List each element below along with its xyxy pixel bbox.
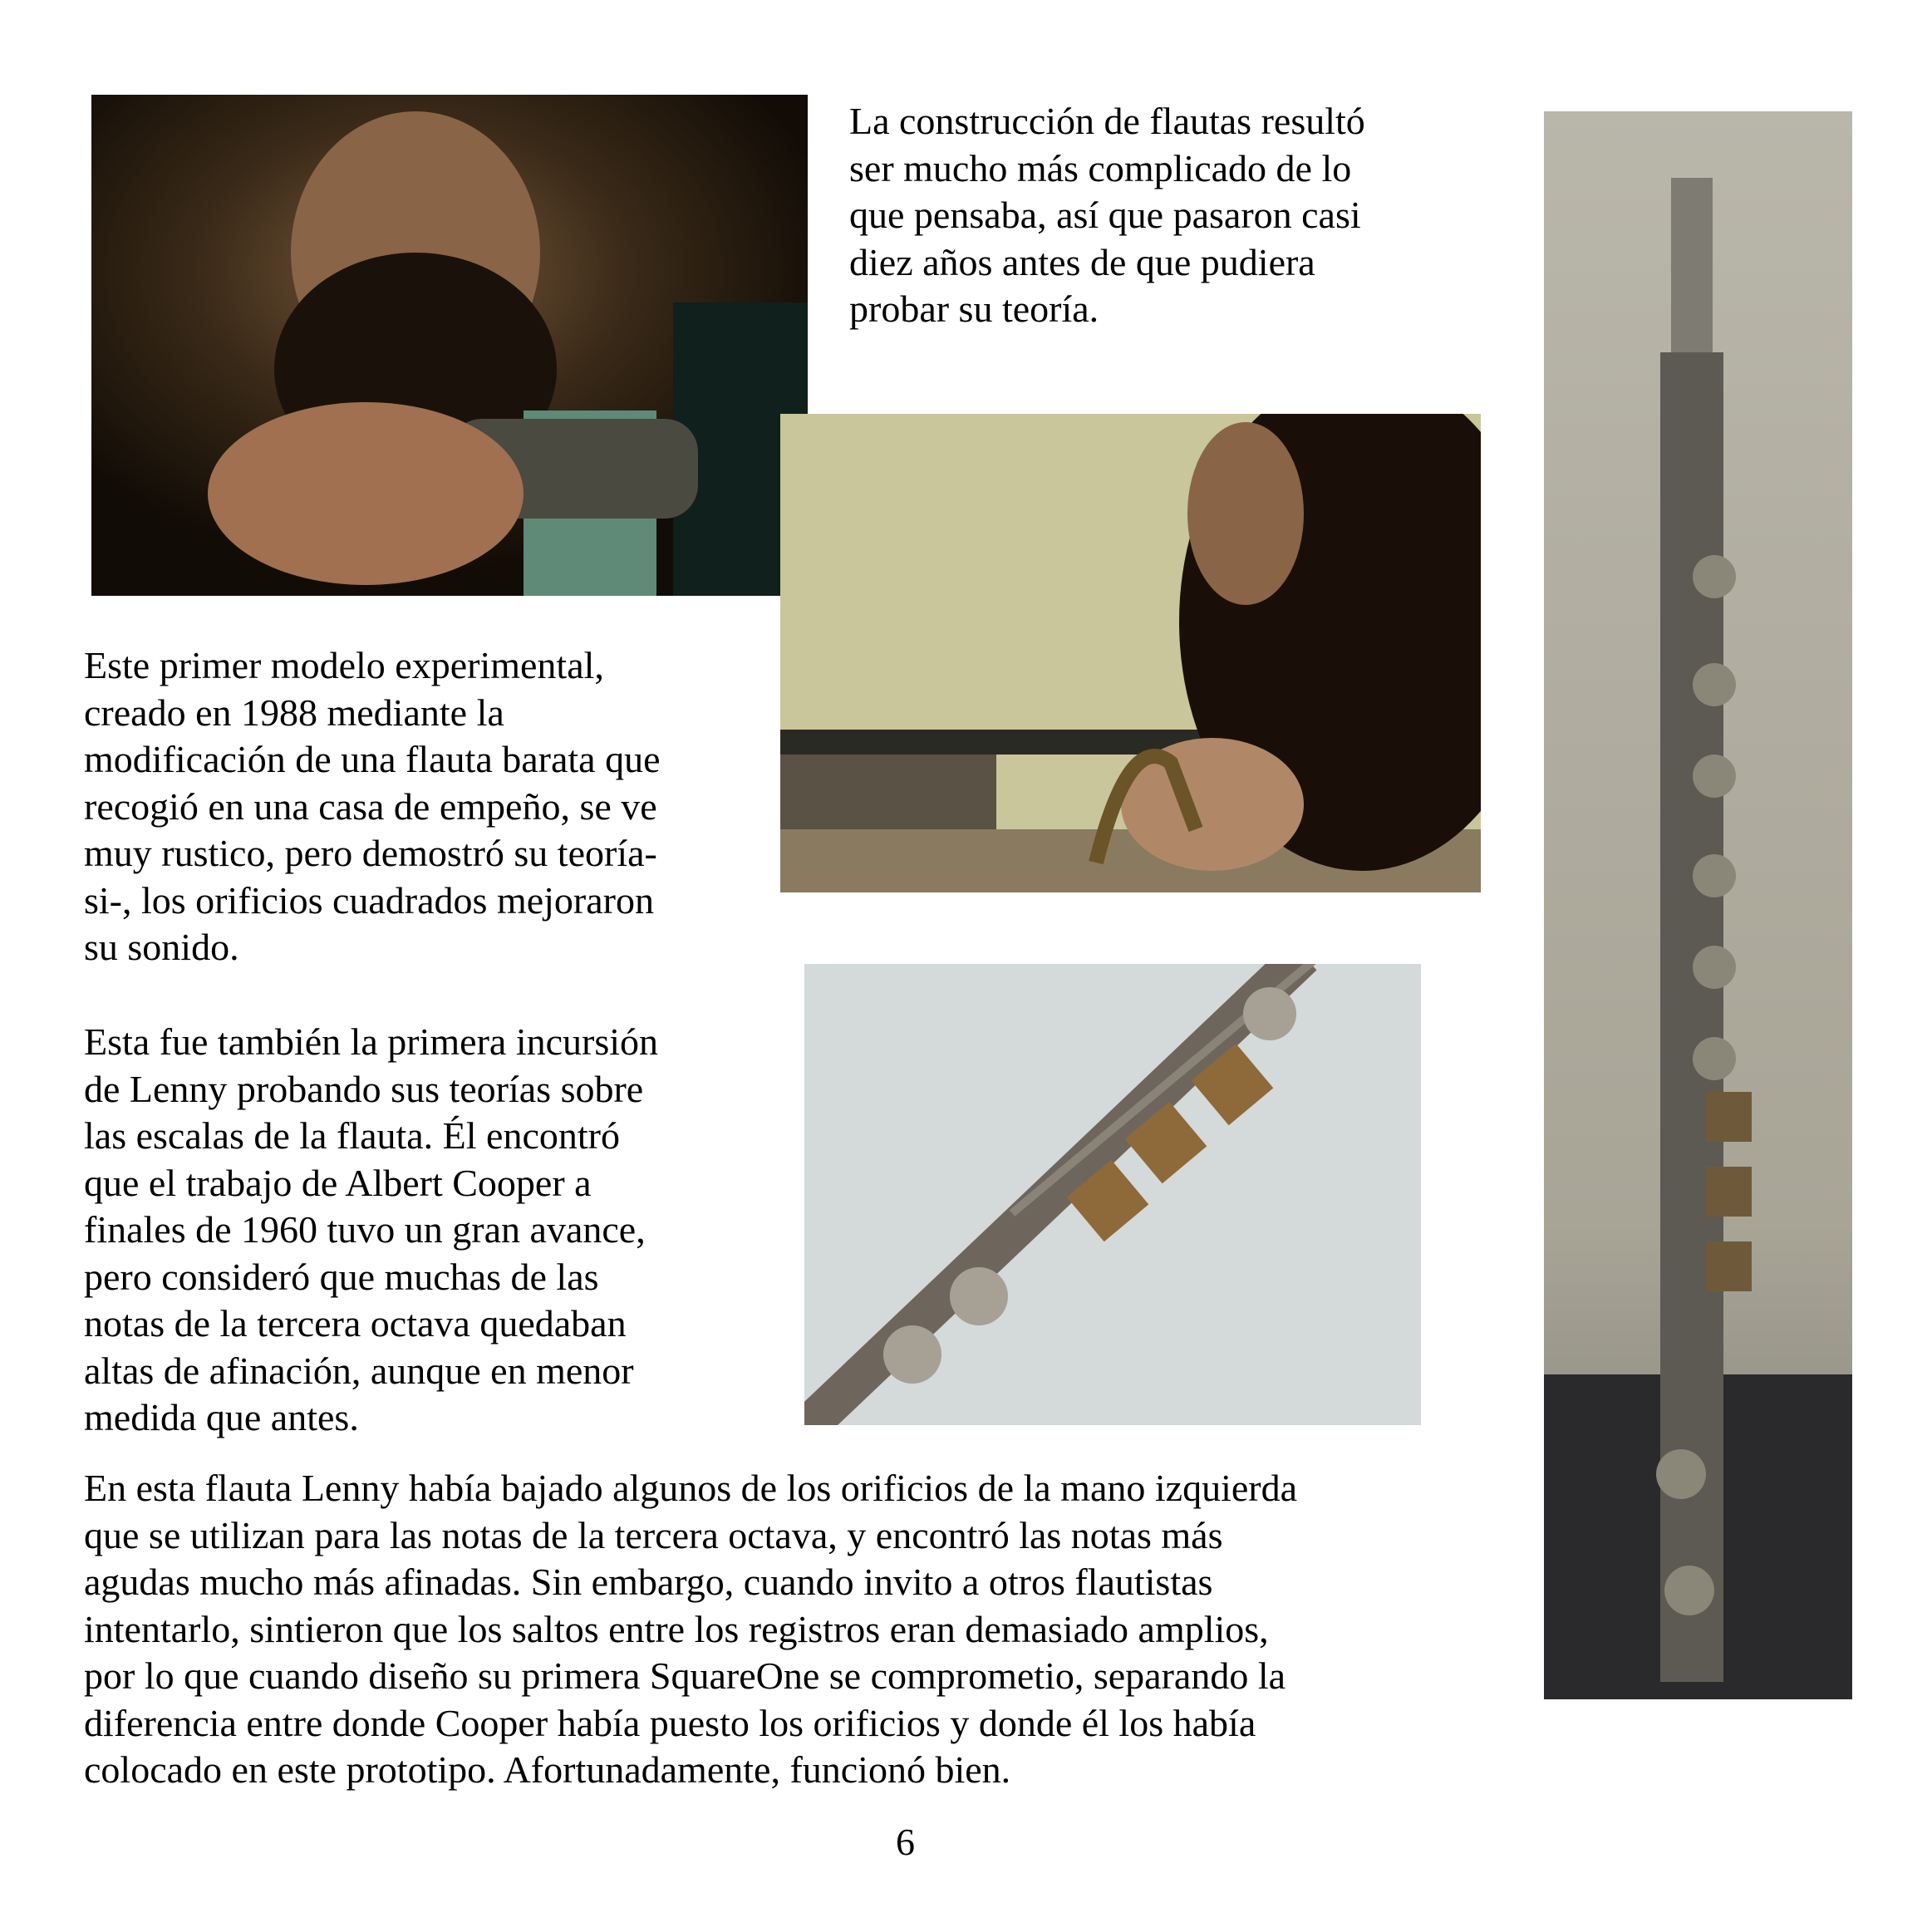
photo-flute-closeup [804, 964, 1421, 1425]
paragraph-intro: La construcción de flautas resultó ser mucho más complicado de lo que pensaba, así que pasaron casi diez años antes de que pudiera probar su teoría. [849, 100, 1365, 330]
paragraph-squareone: En esta flauta Lenny había bajado algunos de los orificios de la mano izquierda que se utilizan para las notas de la tercera octava, y encontró las notas más agudas mucho más afinadas. Sin embargo, cuando invito a otros flautistas intentarlo, sintieron que los saltos entre los registros eran demasiado amplios, por lo que cuando diseño su primera SquareOne se comprometio, separando la diferencia entre donde Cooper había puesto los orificios y donde él los había colocado en este prototipo. Afortunadamente, funcionó bien. [84, 1467, 1298, 1791]
page-number: 6 [896, 1821, 915, 1863]
paragraph-scale-theory: Esta fue también la primera incursión de Lenny probando sus teorías sobre las escalas de la flauta. Él encontró que el trabajo de Albert Cooper a finales de 1960 tuvo un gran avance, pero consideró que muchas de las notas de la tercera octava quedaban altas de afinación, aunque en menor medida que antes. [84, 1020, 659, 1438]
photo-man-at-lathe [91, 95, 808, 596]
photo-man-soldering [780, 414, 1481, 892]
paragraph-first-model: Este primer modelo experimental, creado en 1988 mediante la modificación de una flauta barata que recogió en una casa de empeño, se ve muy rustico, pero demostró su teoría- si-, los orificios cuadrados mejoraron su sonido. [84, 644, 661, 968]
photo-flute-full [1544, 111, 1852, 1699]
